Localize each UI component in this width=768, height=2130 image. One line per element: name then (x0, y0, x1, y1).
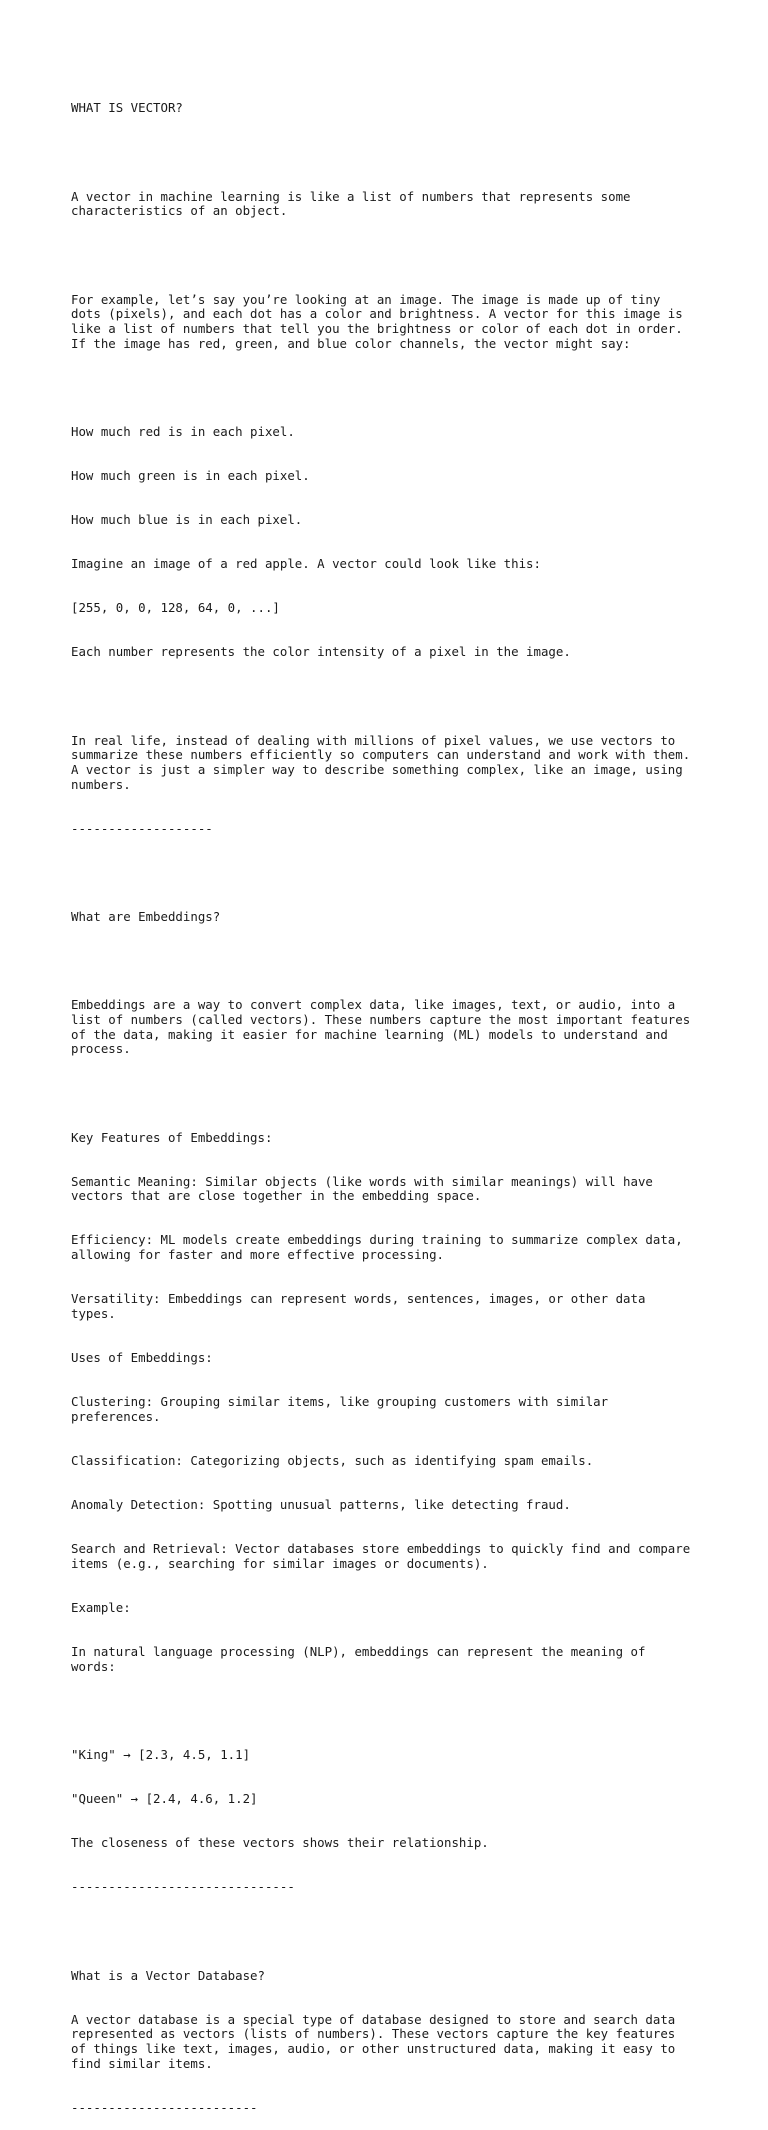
use-classification: Classification: Categorizing objects, such as identifying spam emails. (71, 1452, 594, 1468)
line-imagine-apple: Imagine an image of a red apple. A vector could look like this: (71, 556, 541, 572)
heading-what-is-vector: WHAT IS VECTOR? (71, 100, 183, 116)
paragraph-image-example: For example, let’s say you’re looking at an image. The image is made up of tiny dots (pixels), and each dot has a color and brightness. A vector for this image is like a list of numbers that tell you the brightness or color of each dot in order. If the image has red, green, and blue color channels, the vector might say: (71, 291, 683, 351)
line-red: How much red is in each pixel. (71, 423, 295, 439)
separator-3: ------------------------- (71, 2099, 258, 2115)
line-color-intensity: Each number represents the color intensity of a pixel in the image. (71, 644, 571, 660)
heading-uses: Uses of Embeddings: (71, 1350, 213, 1366)
paragraph-vector-database: A vector database is a special type of database designed to store and search data represented as vectors (lists of numbers). These vectors capture the key features of things like text, images, audio, or other unstructured data, making it easy to find similar items. (71, 2011, 676, 2071)
separator-1: ------------------- (71, 820, 213, 836)
blank-line (71, 1704, 761, 1719)
heading-vector-database: What is a Vector Database? (71, 1967, 265, 1983)
blank-line (71, 866, 761, 881)
blank-line (71, 689, 761, 704)
feature-versatility: Versatility: Embeddings can represent words, sentences, images, or other data types. (71, 1291, 646, 1321)
blank-line (71, 146, 761, 161)
line-king-vector: "King" → [2.3, 4.5, 1.1] (71, 1747, 251, 1763)
use-anomaly-detection: Anomaly Detection: Spotting unusual patterns, like detecting fraud. (71, 1497, 571, 1513)
blank-line (71, 1924, 761, 1939)
blank-line (71, 954, 761, 969)
feature-semantic-meaning: Semantic Meaning: Similar objects (like words with similar meanings) will have vectors that are close together in the embedding space. (71, 1173, 653, 1204)
line-closeness: The closeness of these vectors shows their relationship. (71, 1835, 489, 1851)
blank-line (71, 381, 761, 396)
line-queen-vector: "Queen" → [2.4, 4.6, 1.2] (71, 1791, 258, 1807)
separator-2: ------------------------------ (71, 1879, 295, 1895)
use-search-retrieval: Search and Retrieval: Vector databases store embeddings to quickly find and compare items (e.g., searching for similar images or documents). (71, 1541, 691, 1571)
line-vector-array: [255, 0, 0, 128, 64, 0, ...] (71, 600, 280, 616)
document-body (71, 72, 761, 2130)
feature-efficiency: Efficiency: ML models create embeddings during training to summarize complex data, allowing for faster and more effective processing. (71, 1232, 683, 1263)
paragraph-nlp: In natural language processing (NLP), embeddings can represent the meaning of words: (71, 1644, 646, 1674)
use-clustering: Clustering: Grouping similar items, like grouping customers with similar preferences. (71, 1394, 609, 1424)
blank-line (71, 248, 761, 263)
heading-key-features: Key Features of Embeddings: (71, 1129, 273, 1145)
heading-example: Example: (71, 1600, 131, 1616)
heading-embeddings: What are Embeddings? (71, 909, 221, 924)
line-green: How much green is in each pixel. (71, 467, 310, 483)
line-blue: How much blue is in each pixel. (71, 512, 303, 528)
paragraph-vector-definition: A vector in machine learning is like a list of numbers that represents some characteristics of an object. (71, 188, 631, 219)
blank-line (71, 1086, 761, 1101)
paragraph-embeddings-definition: Embeddings are a way to convert complex data, like images, text, or audio, into a list of numbers (called vectors). These numbers capture the most important features of the data, making it easier for machine learning (ML) models to understand and process. (71, 997, 691, 1057)
paragraph-real-life: In real life, instead of dealing with millions of pixel values, we use vectors to summarize these numbers efficiently so computers can understand and work with them. A vector is just a simpler way to describe something complex, like an image, using numbers. (71, 732, 691, 792)
